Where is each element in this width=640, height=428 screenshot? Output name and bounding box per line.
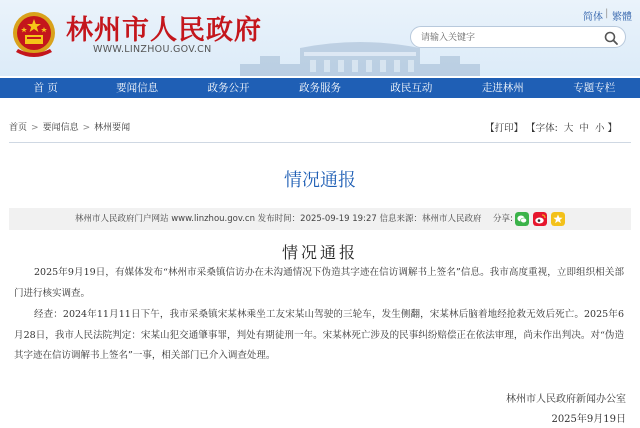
search-icon[interactable] (603, 30, 619, 46)
site-header (0, 0, 640, 76)
nav-gov-services[interactable]: 政务服务 (298, 82, 341, 94)
search-input[interactable] (421, 30, 591, 45)
nav-topics[interactable]: 专题专栏 (573, 82, 616, 94)
favorite-icon[interactable] (551, 212, 565, 226)
font-large-button[interactable]: 大 (563, 123, 574, 134)
site-title[interactable]: 林州市人民政府 (66, 15, 262, 46)
print-button[interactable]: 【打印】 (485, 123, 524, 134)
font-medium-button[interactable]: 中 (579, 123, 589, 134)
nav-news[interactable]: 要闻信息 (116, 82, 159, 94)
weibo-icon[interactable] (533, 212, 547, 226)
lang-traditional-link[interactable]: 繁體 (612, 12, 632, 23)
breadcrumb-separator: > (31, 123, 39, 133)
breadcrumb-home[interactable]: 首页 (9, 123, 28, 133)
lang-separator: | (605, 8, 609, 19)
nav-home[interactable]: 首 页 (33, 82, 58, 94)
signature-org: 林州市人民政府新闻办公室 (506, 394, 626, 405)
article-title: 情况通报 (281, 243, 358, 262)
main-nav (0, 78, 640, 98)
article-info-bar (9, 208, 631, 230)
share-label: 分享: (493, 214, 513, 224)
wechat-icon[interactable] (515, 212, 529, 226)
breadcrumb-linzhou-news[interactable]: 林州要闻 (94, 123, 131, 133)
font-size-label: 【字体: (526, 123, 558, 134)
national-emblem-icon[interactable] (10, 8, 58, 62)
article-paragraph: 2025年9月19日，有媒体发布“林州市采桑镇信访办在未沟通情况下伪造其字迹在信访调解书上签名”信息。我市高度重视，立即组织相关部门进行核实调查。 (14, 267, 624, 299)
search-box (410, 26, 626, 48)
article-paragraph: 经查：2024年11月11日下午，我市采桑镇宋某林乘坐工友宋某山驾驶的三轮车，发生侧翻，宋某林后脑着地经抢救无效后死亡。2025年6月28日，我市人民法院判定：宋某山犯交通肇事罪，判处有期徒刑一年。宋某林死亡涉及的民事纠纷赔偿正在依法审理，尚未作出判决。对“伪造其字迹在信访调解书上签名”一事，相关部门已介入调查处理。 (14, 309, 624, 361)
page-tools (482, 120, 617, 134)
font-small-button[interactable]: 小 (594, 123, 605, 134)
site-domain: WWW.LINZHOU.GOV.CN (93, 44, 212, 55)
lang-simplified-link[interactable]: 简体 (583, 12, 603, 23)
divider (9, 142, 631, 143)
article-source-line: 林州市人民政府门户网站 www.linzhou.gov.cn 发布时间：2025-09-19 19:27 信息来源：林州市人民政府 (75, 214, 482, 224)
breadcrumb-separator: > (82, 123, 91, 133)
nav-gov-affairs[interactable]: 政务公开 (207, 82, 250, 94)
breadcrumb-news[interactable]: 要闻信息 (42, 123, 79, 133)
nav-interaction[interactable]: 政民互动 (390, 82, 433, 94)
breadcrumb (9, 120, 631, 138)
signature-date: 2025年9月19日 (551, 414, 626, 425)
page-title: 情况通报 (284, 170, 356, 191)
nav-about-linzhou[interactable]: 走进林州 (481, 82, 524, 94)
font-size-close: 】 (607, 123, 617, 134)
